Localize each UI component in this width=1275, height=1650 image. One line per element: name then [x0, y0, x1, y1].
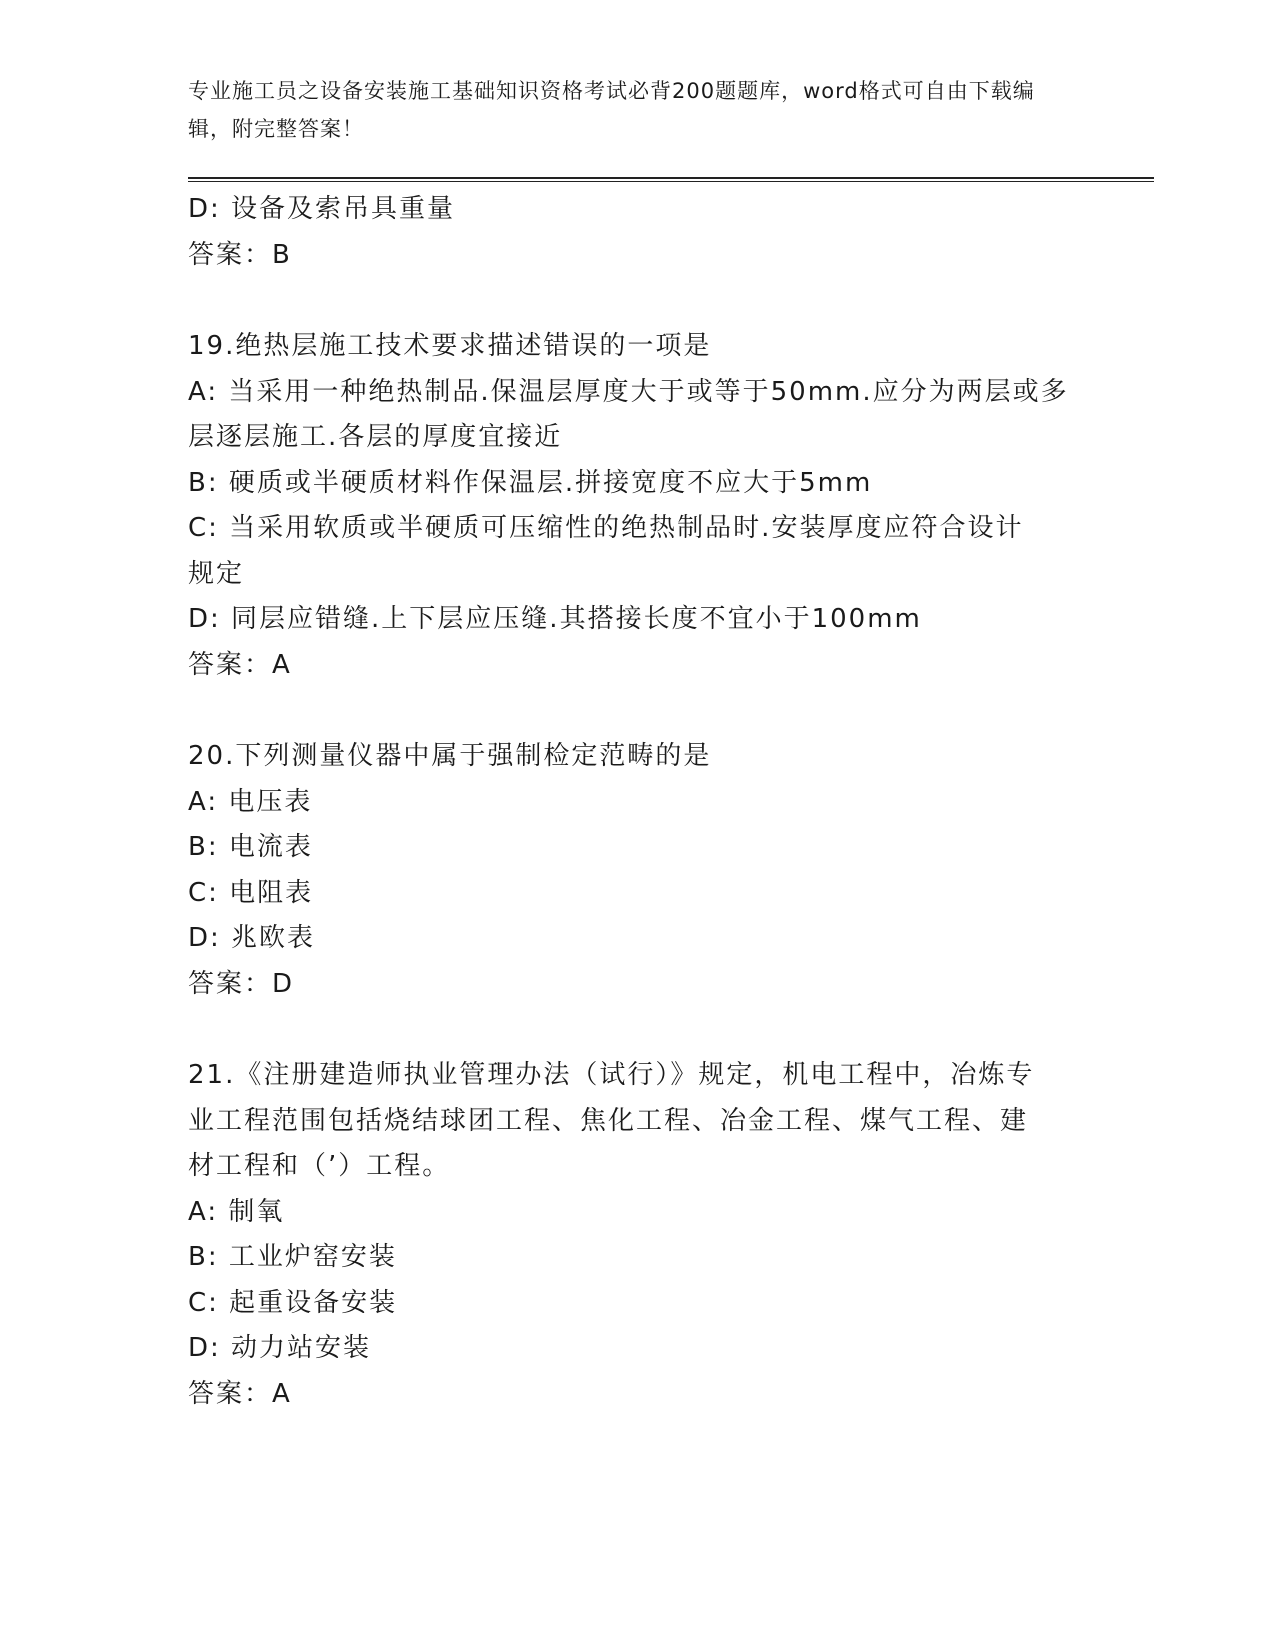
option-d: D: 兆欧表 — [188, 923, 316, 953]
option-a: A: 制氧 — [188, 1196, 285, 1227]
option-d: D: 设备及索吊具重量 — [188, 194, 456, 224]
header-divider — [188, 177, 1154, 182]
option-a: A: 当采用一种绝热制品.保温层厚度大于或等于50mm.应分为两层或多 — [188, 376, 1069, 407]
option-d: D: 同层应错缝.上下层应压缝.其搭接长度不宜小于100mm — [188, 604, 922, 634]
question-text: 20.下列测量仪器中属于强制检定范畴的是 — [188, 741, 712, 771]
question-text-continued: 业工程范围包括烧结球团工程、焦化工程、冶金工程、煤气工程、建 — [188, 1105, 1029, 1136]
answer-line: 答案：A — [188, 649, 292, 680]
option-a: A: 电压表 — [188, 786, 313, 817]
question-text-continued: 材工程和（’）工程。 — [188, 1151, 451, 1181]
question-content — [188, 187, 1088, 1417]
question-text: 19.绝热层施工技术要求描述错误的一项是 — [188, 331, 712, 361]
document-header: 专业施工员之设备安装施工基础知识资格考试必背200题题库，word格式可自由下载编辑，附完整答案！ — [188, 79, 1035, 141]
question-text: 21.《注册建造师执业管理办法（试行）》规定，机电工程中，冶炼专 — [188, 1060, 1035, 1090]
spacer — [188, 278, 1088, 324]
option-a-continued: 层逐层施工.各层的厚度宜接近 — [188, 422, 563, 452]
option-b: B: 硬质或半硬质材料作保温层.拼接宽度不应大于5mm — [188, 467, 873, 498]
option-c: C: 当采用软质或半硬质可压缩性的绝热制品时.安装厚度应符合设计 — [188, 513, 1024, 543]
option-c-continued: 规定 — [188, 558, 245, 589]
question-block-21 — [188, 1053, 1088, 1417]
option-b: B: 工业炉窑安装 — [188, 1242, 397, 1272]
question-block-20 — [188, 734, 1088, 1007]
option-d: D: 动力站安装 — [188, 1333, 372, 1363]
spacer — [188, 1007, 1088, 1053]
option-c: C: 起重设备安装 — [188, 1287, 398, 1318]
spacer — [188, 688, 1088, 734]
option-b: B: 电流表 — [188, 832, 313, 862]
answer-line: 答案：D — [188, 968, 295, 999]
answer-line: 答案：B — [188, 239, 292, 270]
question-block-18 — [188, 187, 1088, 278]
question-block-19 — [188, 324, 1088, 688]
option-c: C: 电阻表 — [188, 877, 314, 908]
answer-line: 答案：A — [188, 1378, 292, 1409]
